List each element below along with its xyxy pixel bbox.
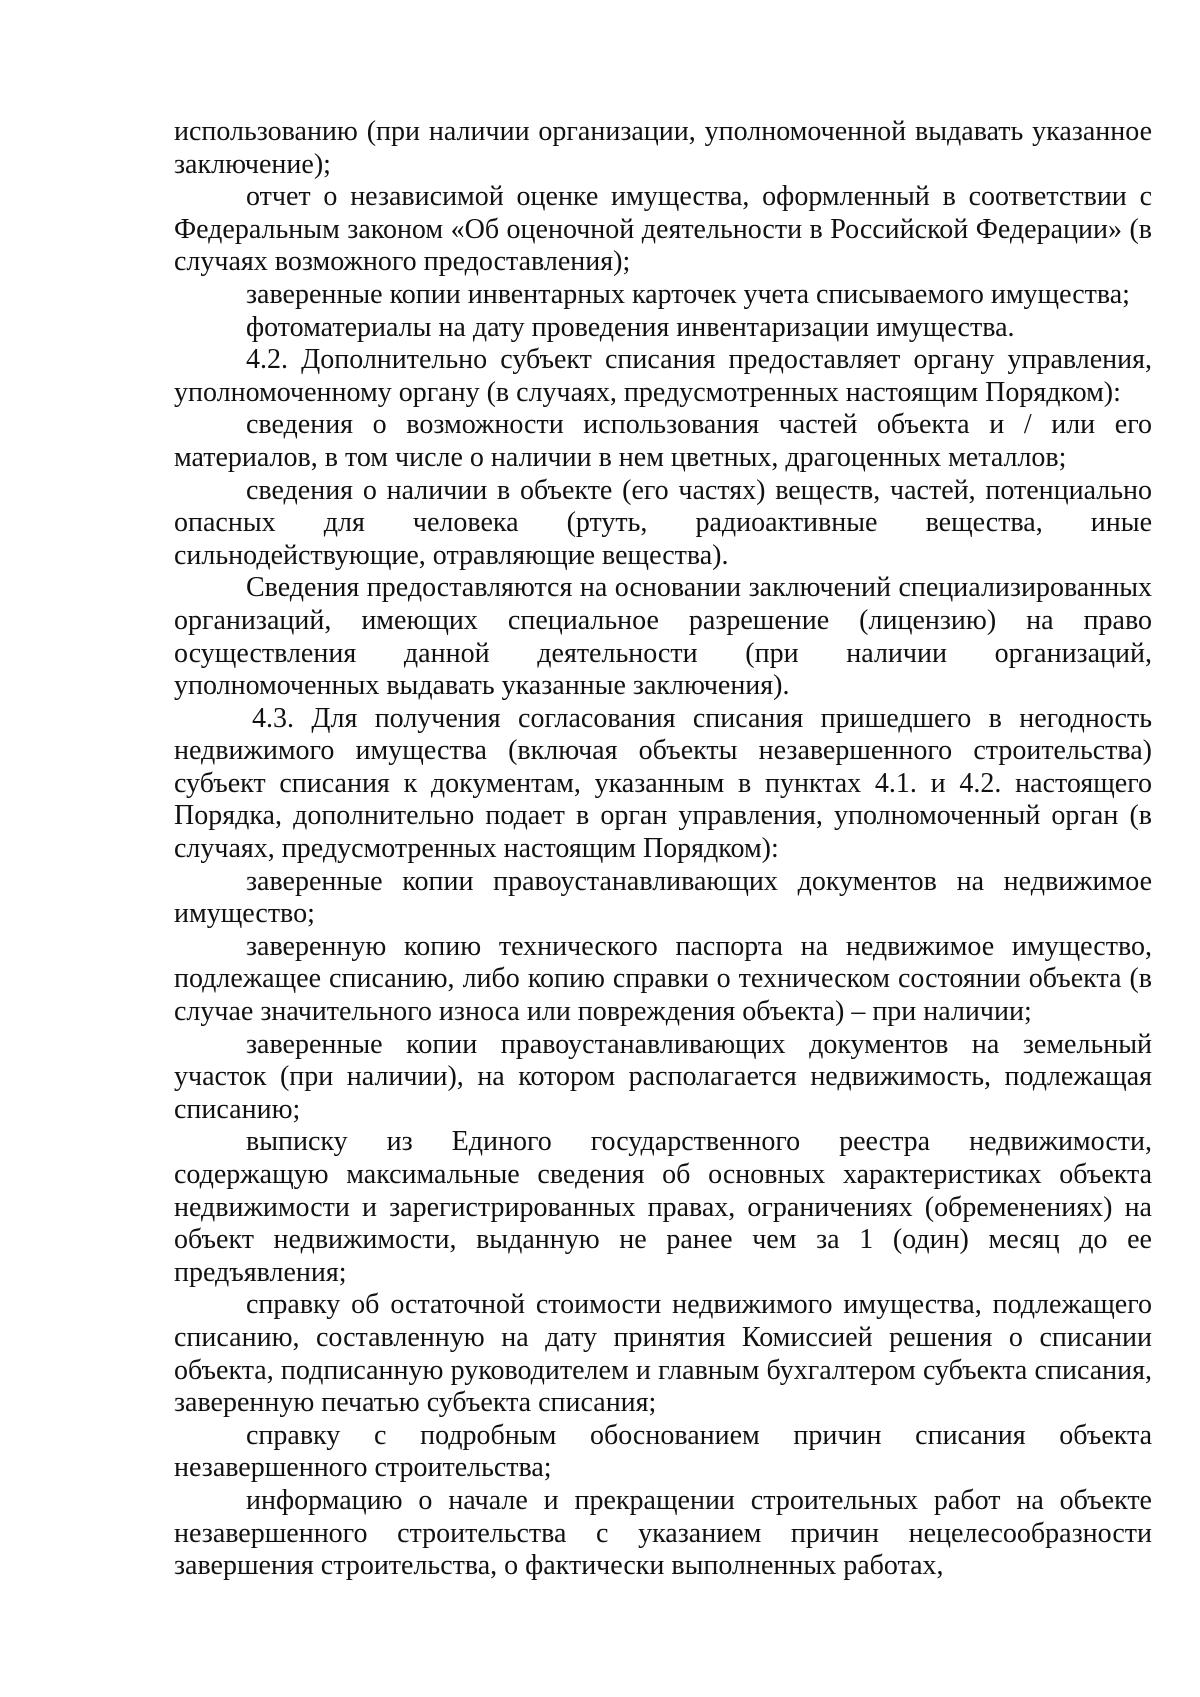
paragraph-information-basis: Сведения предоставляются на основании заключений специализированных организаций, имеющих специальное разрешение (лицензию) на право осуществления данной деятельности (при наличии организаций, уполномоченных выдавать указанные заключения). (174, 572, 1152, 702)
paragraph-inventory-cards: заверенные копии инвентарных карточек учета списываемого имущества; (246, 278, 1130, 310)
paragraph-title-documents: заверенные копии правоустанавливающих документов на недвижимое имущество; (174, 865, 1152, 930)
paragraph-continuation: использованию (при наличии организации, уполномоченной выдавать указанное заключение); (174, 116, 1152, 180)
paragraph-hazardous-substances: сведения о наличии в объекте (его частях) веществ, частей, потенциально опасных для человека (ртуть, радиоактивные вещества, иные сильнодействующие, отравляющие вещества). (174, 474, 1152, 571)
paragraph-section-4-3: 4.3. Для получения согласования списания пришедшего в негодность недвижимого имущества (включая объекты незавершенного строительства) субъект списания к документам, указанным в пунктах 4.1. и 4.2. настоящего Порядка, дополнительно подает в орган управления, уполномоченный орган (в случаях, предусмотренных настоящим Порядком): (174, 702, 1152, 865)
paragraph-land-documents: заверенные копии правоустанавливающих документов на земельный участок (при наличии), на котором располагается недвижимость, подлежащая списанию; (174, 1028, 1152, 1125)
document-page (174, 116, 1152, 1583)
paragraph-technical-passport: заверенную копию технического паспорта на недвижимое имущество, подлежащее списанию, либо копию справки о техническом состоянии объекта (в случае значительного износа или повреждения объекта) – при наличии; (174, 930, 1152, 1028)
paragraph-parts-usage: сведения о возможности использования частей объекта и / или его материалов, в том числе о наличии в нем цветных, драгоценных металлов; (174, 409, 1152, 473)
paragraph-registry-extract: выписку из Единого государственного реестра недвижимости, содержащую максимальные сведения об основных характеристиках объекта недвижимости и зарегистрированных правах, ограничениях (обременениях) на объект недвижимости, выданную не ранее чем за 1 (один) месяц до ее предъявления; (174, 1126, 1152, 1288)
paragraph-residual-value: справку об остаточной стоимости недвижимого имущества, подлежащего списанию, составленную на дату принятия Комиссией решения о списании объекта, подписанную руководителем и главным бухгалтером субъекта списания, заверенную печатью субъекта списания; (174, 1289, 1152, 1419)
paragraph-section-4-2: 4.2. Дополнительно субъект списания предоставляет органу управления, уполномоченному органу (в случаях, предусмотренных настоящим Порядком): (174, 344, 1152, 408)
paragraph-valuation-report: отчет о независимой оценке имущества, оформленный в соответствии с Федеральным законом «Об оценочной деятельности в Российской Федерации» (в случаях возможного предоставления); (174, 181, 1152, 278)
paragraph-photo-materials: фотоматериалы на дату проведения инвентаризации имущества. (246, 311, 1015, 343)
paragraph-construction-info: информацию о начале и прекращении строительных работ на объекте незавершенного строительства с указанием причин нецелесообразности завершения строительства, о фактически выполненных работах, (174, 1484, 1152, 1582)
paragraph-writeoff-justification: справку с подробным обоснованием причин списания объекта незавершенного строительства; (174, 1419, 1152, 1484)
